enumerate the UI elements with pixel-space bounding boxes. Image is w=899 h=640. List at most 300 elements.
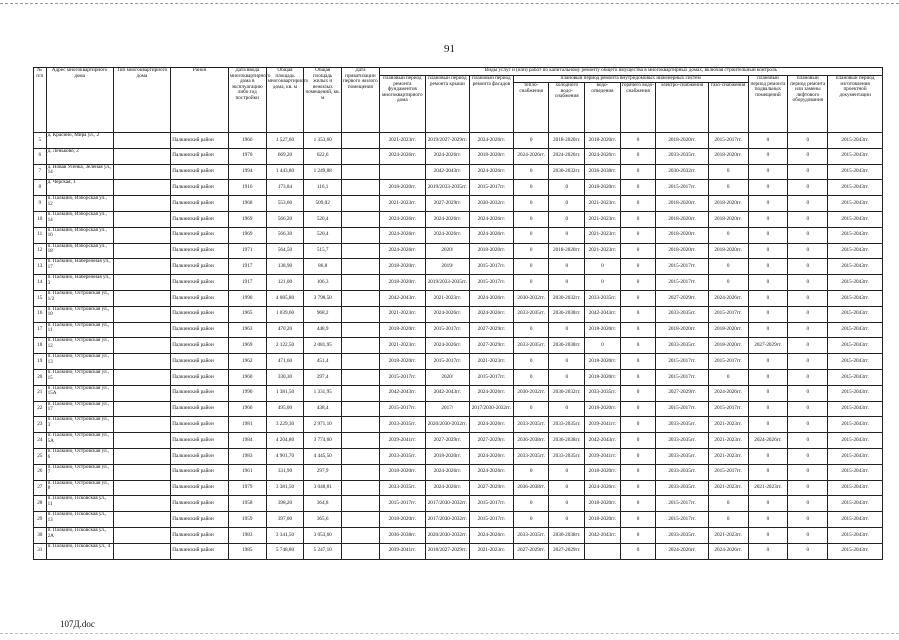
cell-basement: 0 bbox=[748, 401, 788, 417]
cell-sewer: 2018-2020гг. bbox=[585, 180, 621, 196]
cell-heat: 2036-2038гг. bbox=[513, 433, 549, 449]
cell-docs: 2015-2043гг. bbox=[828, 243, 883, 259]
cell-sewer: 2018-2020гг. bbox=[585, 322, 621, 338]
cell-total-area: 398,20 bbox=[266, 496, 304, 512]
cell-address: д. Новая Усенка, Зеленая ул., 14 bbox=[46, 164, 113, 180]
cell-address: п. Палкино, Набережная ул., 3 bbox=[46, 275, 113, 291]
cell-address: д. Леньково, 2 bbox=[46, 148, 113, 164]
cell-foundation: 2018-2020гг. bbox=[379, 354, 425, 370]
cell-total-area: 330,30 bbox=[266, 369, 304, 385]
header-gas: газо-снабжения bbox=[708, 83, 748, 133]
cell-sewer: 2018-2020гг. bbox=[585, 354, 621, 370]
cell-roof: 2018-2020гг. bbox=[425, 448, 469, 464]
cell-heat: 2033-2035гг. bbox=[513, 306, 549, 322]
cell-heat: 2024-2026гг. bbox=[513, 148, 549, 164]
cell-address: п. Палкино, Островская ул., 6 bbox=[46, 448, 113, 464]
cell-hot-water: 0 bbox=[620, 259, 656, 275]
cell-gas: 0 bbox=[708, 227, 748, 243]
cell-facade: 2018-2020гг. bbox=[469, 148, 513, 164]
cell-roof: 2024-2026гг. bbox=[425, 480, 469, 496]
cell-type bbox=[113, 417, 171, 433]
table-row bbox=[34, 259, 883, 275]
cell-basement: 0 bbox=[748, 196, 788, 212]
cell-type bbox=[113, 290, 171, 306]
cell-year: 1983 bbox=[228, 527, 266, 543]
cell-num: 14 bbox=[34, 275, 47, 291]
cell-total-area: 1 443,80 bbox=[266, 164, 304, 180]
cell-basement: 0 bbox=[748, 448, 788, 464]
cell-privatization bbox=[342, 401, 380, 417]
cell-docs: 2015-2043гг. bbox=[828, 369, 883, 385]
cell-address: п. Палкино, Изборская ул., 16 bbox=[46, 227, 113, 243]
header-sewer: водо-отведения bbox=[585, 83, 621, 133]
cell-sewer: 2021-2023гг. bbox=[585, 196, 621, 212]
cell-sewer: 2042-2043гг. bbox=[585, 433, 621, 449]
header-type: Тип многоквартирного дома bbox=[113, 68, 171, 133]
cell-privatization bbox=[342, 496, 380, 512]
cell-cold-water: 2036-2038гг. bbox=[549, 306, 585, 322]
table-row bbox=[34, 196, 883, 212]
cell-electro: 2015-2017гг. bbox=[656, 401, 708, 417]
cell-cold-water: 0 bbox=[549, 275, 585, 291]
cell-total-area: 3 381,50 bbox=[266, 480, 304, 496]
cell-year: 1969 bbox=[228, 211, 266, 227]
cell-cold-water: 2033-2035гг. bbox=[549, 448, 585, 464]
cell-type bbox=[113, 196, 171, 212]
table-row bbox=[34, 148, 883, 164]
cell-type bbox=[113, 275, 171, 291]
cell-privatization bbox=[342, 417, 380, 433]
cell-basement: 0 bbox=[748, 290, 788, 306]
cell-num: 30 bbox=[34, 527, 47, 543]
cell-facade: 2024-2026гг. bbox=[469, 133, 513, 149]
cell-basement: 0 bbox=[748, 496, 788, 512]
table-row bbox=[34, 211, 883, 227]
cell-lift: 0 bbox=[788, 259, 828, 275]
cell-docs: 2015-2043гг. bbox=[828, 164, 883, 180]
cell-num: 16 bbox=[34, 306, 47, 322]
cell-foundation: 2024-2026гг. bbox=[379, 227, 425, 243]
cell-total-area: 4 901,70 bbox=[266, 448, 304, 464]
cell-hot-water: 0 bbox=[620, 227, 656, 243]
cell-heat: 0 bbox=[513, 164, 549, 180]
table-row bbox=[34, 512, 883, 528]
table-row bbox=[34, 290, 883, 306]
cell-lift: 0 bbox=[788, 338, 828, 354]
cell-lift: 0 bbox=[788, 354, 828, 370]
cell-cold-water: 0 bbox=[549, 259, 585, 275]
cell-facade: 2030-2032гг. bbox=[469, 196, 513, 212]
cell-docs: 2015-2043гг. bbox=[828, 401, 883, 417]
cell-lift: 0 bbox=[788, 322, 828, 338]
cell-type bbox=[113, 512, 171, 528]
cell-privatization bbox=[342, 322, 380, 338]
cell-foundation: 2024-2026гг. bbox=[379, 148, 425, 164]
cell-facade: 2015-2017гг. bbox=[469, 259, 513, 275]
cell-hot-water: 0 bbox=[620, 164, 656, 180]
cell-hot-water: 0 bbox=[620, 417, 656, 433]
cell-district: Палкинский район bbox=[171, 306, 229, 322]
cell-basement: 0 bbox=[748, 527, 788, 543]
header-group-title: Виды услуг и (или) работ по капитальному ремонту общего имущества в многоквартирных домах, включая строительный контроль bbox=[379, 68, 882, 76]
cell-roof: 2020/ bbox=[425, 243, 469, 259]
cell-address: п. Палкино, Псковская ул., 4 bbox=[46, 543, 113, 559]
cell-year: 1962 bbox=[228, 354, 266, 370]
cell-electro: 2033-2035гг. bbox=[656, 527, 708, 543]
cell-sewer: 2018-2020гг. bbox=[585, 133, 621, 149]
cell-foundation: 2033-2035гг. bbox=[379, 448, 425, 464]
cell-sewer: 2021-2023гг. bbox=[585, 211, 621, 227]
cell-cold-water: 0 bbox=[549, 227, 585, 243]
cell-facade: 2024-2026гг. bbox=[469, 290, 513, 306]
table-row bbox=[34, 543, 883, 559]
cell-hot-water: 0 bbox=[620, 448, 656, 464]
cell-hot-water: 0 bbox=[620, 480, 656, 496]
header-docs: плановый период изготовления проектной документации bbox=[828, 76, 883, 133]
cell-sewer: 2021-2023гг. bbox=[585, 243, 621, 259]
cell-facade: 2021-2023гг. bbox=[469, 543, 513, 559]
cell-heat: 2030-2032гг. bbox=[513, 290, 549, 306]
cell-foundation: 2024-2026гг. bbox=[379, 243, 425, 259]
cell-basement: 0 bbox=[748, 322, 788, 338]
cell-heat: 2030-2032гг. bbox=[513, 385, 549, 401]
capital-repair-table bbox=[33, 67, 883, 560]
table-row bbox=[34, 417, 883, 433]
cell-privatization bbox=[342, 227, 380, 243]
cell-lift: 0 bbox=[788, 480, 828, 496]
cell-sewer: 2042-2043гг. bbox=[585, 306, 621, 322]
cell-living-area: 2 081,95 bbox=[304, 338, 342, 354]
cell-total-area: 138,90 bbox=[266, 259, 304, 275]
cell-docs: 2015-2043гг. bbox=[828, 148, 883, 164]
cell-lift: 0 bbox=[788, 148, 828, 164]
cell-lift: 0 bbox=[788, 275, 828, 291]
cell-num: 17 bbox=[34, 322, 47, 338]
header-num: № п/п bbox=[34, 68, 47, 133]
cell-year: 1960 bbox=[228, 369, 266, 385]
cell-heat: 0 bbox=[513, 133, 549, 149]
cell-gas: 0 bbox=[708, 180, 748, 196]
table-row bbox=[34, 527, 883, 543]
cell-living-area: 2 971,10 bbox=[304, 417, 342, 433]
cell-foundation: 2018-2020гг. bbox=[379, 512, 425, 528]
cell-type bbox=[113, 385, 171, 401]
cell-electro: 2018-2020гг. bbox=[656, 133, 708, 149]
cell-total-area: 1 039,60 bbox=[266, 306, 304, 322]
cell-foundation: 2033-2035гг. bbox=[379, 417, 425, 433]
cell-privatization bbox=[342, 180, 380, 196]
cell-district: Палкинский район bbox=[171, 496, 229, 512]
cell-hot-water: 0 bbox=[620, 496, 656, 512]
cell-year: 1917 bbox=[228, 275, 266, 291]
cell-address: п. Палкино, Набережная ул., 17 bbox=[46, 259, 113, 275]
cell-num: 6 bbox=[34, 148, 47, 164]
cell-privatization bbox=[342, 512, 380, 528]
cell-roof: 2019/ bbox=[425, 259, 469, 275]
cell-gas: 2018-2020гг. bbox=[708, 322, 748, 338]
table-row bbox=[34, 180, 883, 196]
cell-hot-water: 0 bbox=[620, 211, 656, 227]
cell-privatization bbox=[342, 543, 380, 559]
cell-gas: 2021-2023гг. bbox=[708, 433, 748, 449]
cell-address: п. Палкино, Островская ул., 5А bbox=[46, 433, 113, 449]
cell-basement: 0 bbox=[748, 148, 788, 164]
cell-address: п. Палкино, Островская ул., 12 bbox=[46, 338, 113, 354]
cell-docs: 2015-2043гг. bbox=[828, 338, 883, 354]
cell-sewer bbox=[585, 543, 621, 559]
cell-privatization bbox=[342, 433, 380, 449]
cell-living-area: 520,4 bbox=[304, 211, 342, 227]
cell-roof: 2017/2030-2032гг. bbox=[425, 496, 469, 512]
cell-gas: 0 bbox=[708, 496, 748, 512]
cell-heat: 0 bbox=[513, 227, 549, 243]
cell-year: 1965 bbox=[228, 306, 266, 322]
cell-gas: 2021-2023гг. bbox=[708, 527, 748, 543]
cell-docs: 2015-2043гг. bbox=[828, 417, 883, 433]
page-number: 91 bbox=[444, 43, 455, 55]
cell-gas: 2021-2023гг. bbox=[708, 448, 748, 464]
cell-district: Палкинский район bbox=[171, 543, 229, 559]
cell-lift: 0 bbox=[788, 527, 828, 543]
cell-total-area: 331,90 bbox=[266, 464, 304, 480]
cell-roof: 2042-2043гг. bbox=[425, 385, 469, 401]
cell-year: 1958 bbox=[228, 496, 266, 512]
cell-electro: 2018-2020гг. bbox=[656, 196, 708, 212]
cell-district: Палкинский район bbox=[171, 243, 229, 259]
cell-type bbox=[113, 180, 171, 196]
cell-roof: 2017/2030-2032гг. bbox=[425, 512, 469, 528]
cell-facade: 2017/2030-2032гг. bbox=[469, 401, 513, 417]
cell-lift: 0 bbox=[788, 512, 828, 528]
cell-type bbox=[113, 464, 171, 480]
cell-cold-water: 0 bbox=[549, 401, 585, 417]
cell-lift: 0 bbox=[788, 306, 828, 322]
cell-cold-water: 2036-2038гг. bbox=[549, 338, 585, 354]
cell-electro: 2033-2035гг. bbox=[656, 306, 708, 322]
cell-type bbox=[113, 133, 171, 149]
cell-cold-water: 2030-2032гг. bbox=[549, 290, 585, 306]
table-row bbox=[34, 496, 883, 512]
header-total-area: Общая площадь многоквартирного дома, кв. м bbox=[266, 68, 304, 133]
cell-living-area: 365,6 bbox=[304, 512, 342, 528]
cell-lift: 0 bbox=[788, 164, 828, 180]
cell-roof: 2019/2033-2035гг. bbox=[425, 275, 469, 291]
cell-electro: 2024-2026гг. bbox=[656, 543, 708, 559]
cell-living-area: 364,8 bbox=[304, 496, 342, 512]
cell-district: Палкинский район bbox=[171, 290, 229, 306]
cell-basement: 0 bbox=[748, 464, 788, 480]
cell-privatization bbox=[342, 196, 380, 212]
cell-living-area: 116,1 bbox=[304, 180, 342, 196]
cell-facade: 2024-2026гг. bbox=[469, 211, 513, 227]
cell-address: п. Палкино, Островская ул., 7 bbox=[46, 464, 113, 480]
header-foundation: плановый период ремонта фундаментов многоквартирного дома bbox=[379, 76, 425, 133]
cell-num: 26 bbox=[34, 464, 47, 480]
cell-district: Палкинский район bbox=[171, 401, 229, 417]
cell-num: 22 bbox=[34, 401, 47, 417]
cell-lift: 0 bbox=[788, 385, 828, 401]
cell-roof: 2019/2027-2029гг. bbox=[425, 133, 469, 149]
cell-foundation bbox=[379, 164, 425, 180]
cell-address: п. Палкино, Островская ул., 8 bbox=[46, 480, 113, 496]
cell-foundation: 2018-2020гг. bbox=[379, 464, 425, 480]
table-row bbox=[34, 227, 883, 243]
cell-year: 1990 bbox=[228, 385, 266, 401]
cell-type bbox=[113, 164, 171, 180]
cell-type bbox=[113, 227, 171, 243]
cell-num: 13 bbox=[34, 259, 47, 275]
cell-sewer: 2018-2020гг. bbox=[585, 512, 621, 528]
cell-hot-water: 0 bbox=[620, 433, 656, 449]
cell-type bbox=[113, 480, 171, 496]
cell-sewer: 2024-2026гг. bbox=[585, 480, 621, 496]
cell-gas: 2015-2017гг. bbox=[708, 354, 748, 370]
cell-facade: 2027-2029гг. bbox=[469, 338, 513, 354]
cell-docs: 2015-2043гг. bbox=[828, 306, 883, 322]
cell-address: п. Палкино, Островская ул., 17 bbox=[46, 401, 113, 417]
cell-docs: 2015-2043гг. bbox=[828, 464, 883, 480]
cell-gas: 2015-2017гг. bbox=[708, 133, 748, 149]
cell-hot-water: 0 bbox=[620, 180, 656, 196]
cell-facade: 2024-2026гг. bbox=[469, 527, 513, 543]
cell-living-area: 3 053,60 bbox=[304, 527, 342, 543]
cell-sewer: 2018-2020гг. bbox=[585, 464, 621, 480]
cell-facade: 2024-2026гг. bbox=[469, 164, 513, 180]
cell-sewer: 2018-2020гг. bbox=[585, 369, 621, 385]
cell-address: п. Палкино, Островская ул., 15А bbox=[46, 385, 113, 401]
cell-facade: 2015-2017гг. bbox=[469, 369, 513, 385]
cell-docs: 2015-2043гг. bbox=[828, 290, 883, 306]
cell-living-area: 3 798,50 bbox=[304, 290, 342, 306]
cell-year: 1969 bbox=[228, 227, 266, 243]
cell-sewer: 2018-2020гг. bbox=[585, 401, 621, 417]
cell-gas: 2018-2020гг. bbox=[708, 211, 748, 227]
header-address: Адрес многоквартирного дома bbox=[46, 68, 113, 133]
cell-hot-water: 0 bbox=[620, 306, 656, 322]
cell-roof: 2042-2043гг. bbox=[425, 164, 469, 180]
cell-docs: 2015-2043гг. bbox=[828, 275, 883, 291]
cell-total-area: 397,00 bbox=[266, 512, 304, 528]
cell-lift: 0 bbox=[788, 448, 828, 464]
cell-district: Палкинский район bbox=[171, 480, 229, 496]
cell-district: Палкинский район bbox=[171, 464, 229, 480]
cell-basement: 0 bbox=[748, 211, 788, 227]
header-lift: плановый период ремонта или замены лифтового оборудования bbox=[788, 76, 828, 133]
cell-foundation: 2018-2020гг. bbox=[379, 259, 425, 275]
cell-gas: 0 bbox=[708, 369, 748, 385]
cell-gas: 2015-2017гг. bbox=[708, 401, 748, 417]
cell-cold-water: 0 bbox=[549, 512, 585, 528]
cell-gas: 2018-2020гг. bbox=[708, 338, 748, 354]
cell-heat: 0 bbox=[513, 369, 549, 385]
cell-living-area: 4 445,50 bbox=[304, 448, 342, 464]
cell-district: Палкинский район bbox=[171, 133, 229, 149]
cell-year: 1963 bbox=[228, 322, 266, 338]
cell-type bbox=[113, 401, 171, 417]
cell-total-area: 566,20 bbox=[266, 211, 304, 227]
cell-num: 27 bbox=[34, 480, 47, 496]
table-row bbox=[34, 133, 883, 149]
table-body bbox=[34, 133, 883, 560]
cell-lift: 0 bbox=[788, 496, 828, 512]
cell-basement: 0 bbox=[748, 512, 788, 528]
cell-roof: 2024-2026гг. bbox=[425, 148, 469, 164]
cell-living-area: 3 048,81 bbox=[304, 480, 342, 496]
cell-hot-water: 0 bbox=[620, 512, 656, 528]
header-basement: плановый период ремонта подвальных помещений bbox=[748, 76, 788, 133]
cell-docs: 2015-2043гг. bbox=[828, 543, 883, 559]
cell-basement: 2024-2026гг. bbox=[748, 433, 788, 449]
cell-lift: 0 bbox=[788, 369, 828, 385]
cell-district: Палкинский район bbox=[171, 148, 229, 164]
cell-foundation: 2015-2017гг. bbox=[379, 401, 425, 417]
cell-lift: 0 bbox=[788, 180, 828, 196]
cell-roof: 2019/2033-2035гг. bbox=[425, 180, 469, 196]
table-row bbox=[34, 369, 883, 385]
cell-heat: 0 bbox=[513, 354, 549, 370]
cell-num: 9 bbox=[34, 196, 47, 212]
cell-lift: 0 bbox=[788, 543, 828, 559]
header-engineering-systems: плановый период ремонта внутридомовых инженерных систем bbox=[513, 76, 748, 83]
cell-total-area: 471,60 bbox=[266, 354, 304, 370]
cell-privatization bbox=[342, 385, 380, 401]
cell-electro: 2033-2035гг. bbox=[656, 148, 708, 164]
cell-total-area: 3 341,50 bbox=[266, 527, 304, 543]
cell-total-area: 495,00 bbox=[266, 401, 304, 417]
cell-living-area: 509,02 bbox=[304, 196, 342, 212]
cell-privatization bbox=[342, 164, 380, 180]
cell-foundation: 2018-2020гг. bbox=[379, 275, 425, 291]
cell-basement: 0 bbox=[748, 543, 788, 559]
cell-foundation: 2021-2023гг. bbox=[379, 133, 425, 149]
cell-type bbox=[113, 354, 171, 370]
cell-gas: 2018-2020гг. bbox=[708, 196, 748, 212]
cell-heat: 0 bbox=[513, 401, 549, 417]
cell-year: 1966 bbox=[228, 133, 266, 149]
cell-roof: 2024-2026гг. bbox=[425, 227, 469, 243]
cell-type bbox=[113, 433, 171, 449]
cell-sewer: 0 bbox=[585, 259, 621, 275]
cell-sewer: 2024-2026гг. bbox=[585, 148, 621, 164]
cell-hot-water: 0 bbox=[620, 369, 656, 385]
cell-privatization bbox=[342, 527, 380, 543]
cell-num: 24 bbox=[34, 433, 47, 449]
header-district: Район bbox=[171, 68, 229, 133]
cell-lift: 0 bbox=[788, 464, 828, 480]
cell-basement: 0 bbox=[748, 354, 788, 370]
cell-privatization bbox=[342, 275, 380, 291]
header-living-area: Общая площадь жилых и нежилых помещений, кв. м bbox=[304, 68, 342, 133]
cell-heat: 0 bbox=[513, 275, 549, 291]
cell-district: Палкинский район bbox=[171, 322, 229, 338]
cell-sewer: 2021-2023гг. bbox=[585, 227, 621, 243]
cell-roof: 2015-2017гг. bbox=[425, 354, 469, 370]
cell-living-area: 438,4 bbox=[304, 401, 342, 417]
cell-facade: 2018-2020гг. bbox=[469, 243, 513, 259]
cell-facade: 2015-2017гг. bbox=[469, 180, 513, 196]
cell-living-area: 968,2 bbox=[304, 306, 342, 322]
cell-hot-water: 0 bbox=[620, 464, 656, 480]
cell-cold-water: 2030-2032гг. bbox=[549, 164, 585, 180]
cell-docs: 2015-2043гг. bbox=[828, 385, 883, 401]
cell-basement: 0 bbox=[748, 259, 788, 275]
cell-facade: 2024-2026гг. bbox=[469, 448, 513, 464]
cell-total-area: 470,20 bbox=[266, 322, 304, 338]
cell-facade: 2024-2026гг. bbox=[469, 417, 513, 433]
cell-basement: 0 bbox=[748, 306, 788, 322]
cell-electro: 2015-2017гг. bbox=[656, 354, 708, 370]
cell-privatization bbox=[342, 369, 380, 385]
